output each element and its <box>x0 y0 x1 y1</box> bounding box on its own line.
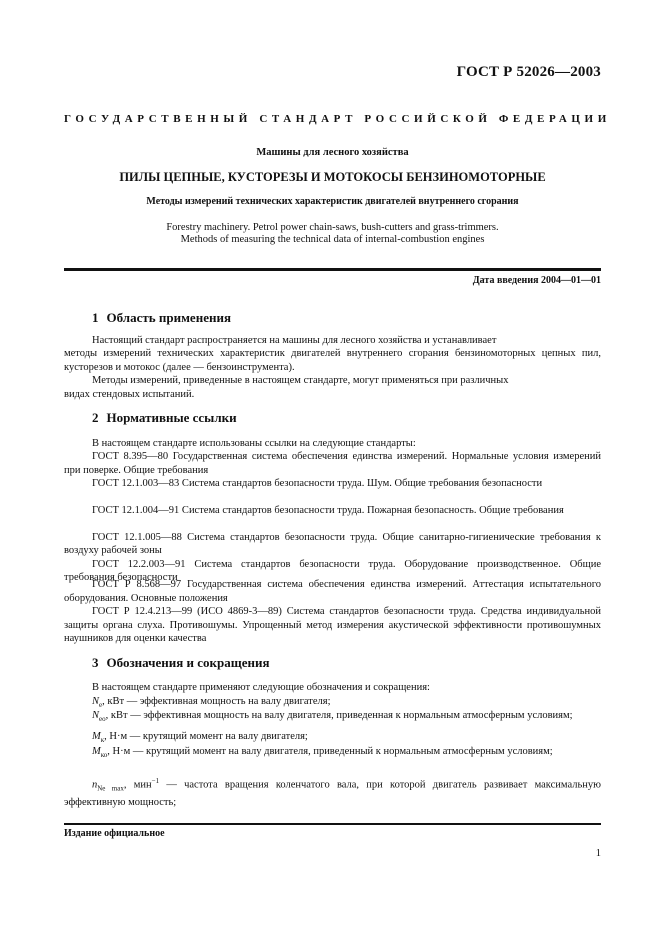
symbol-superscript: −1 <box>151 777 160 785</box>
english-title <box>64 222 601 246</box>
symbol-definition <box>64 745 601 762</box>
title-divider <box>64 268 601 271</box>
paragraph: Методы измерений, приведенные в настоящем стандарте, могут применяться при различных <box>92 375 509 387</box>
state-standard-header: ГОСУДАРСТВЕННЫЙ СТАНДАРТ РОССИЙСКОЙ ФЕДЕРАЦИИ <box>64 113 611 125</box>
section-title: Обозначения и сокращения <box>106 655 270 670</box>
paragraph: В настоящем стандарте применяют следующие обозначения и сокращения: <box>92 682 430 693</box>
reference-item: ГОСТ 12.1.005—88 Система стандартов безопасности труда. Общие санитарно-гигиенические требования к воздуху рабочей зоны <box>64 531 601 557</box>
reference-item: ГОСТ 12.2.003—91 Система стандартов безопасности труда. Оборудование производственное. Общие требования безопасности <box>64 558 601 583</box>
symbol-unit: , мин <box>123 779 152 791</box>
symbol-subscript: e <box>99 701 103 710</box>
reference-item: ГОСТ 12.1.004—91 Система стандартов безопасности труда. Пожарная безопасность. Общие требования <box>92 505 564 516</box>
subtitle: Методы измерений технических характеристик двигателей внутреннего сгорания <box>146 196 519 207</box>
page-number: 1 <box>595 848 601 859</box>
symbol-subscript: eo <box>99 715 106 724</box>
symbol: N <box>92 696 100 707</box>
symbol-description: , кВт — эффективная мощность на валу двигателя; <box>102 696 331 707</box>
symbol-subscript: ко <box>100 751 108 760</box>
section-title: Нормативные ссылки <box>106 410 237 425</box>
edition-note: Издание официальное <box>64 828 165 839</box>
section-1-heading <box>92 310 231 326</box>
paragraph-continuation: методы измерений технических характеристик двигателей внутреннего сгорания бензиномоторных цепных пил, кусторезов и мотокос (далее — бензоинструмента). <box>64 348 601 373</box>
symbol-definition <box>64 774 601 810</box>
english-title-line-2: Methods of measuring the technical data of internal-combustion engines <box>180 234 485 245</box>
section-3-heading <box>92 655 270 671</box>
symbol-definition <box>64 709 601 726</box>
paragraph: В настоящем стандарте использованы ссылки на следующие стандарты: <box>92 438 416 449</box>
section-number: 2 <box>92 410 99 425</box>
symbol: M <box>92 731 101 742</box>
reference-item: ГОСТ Р 12.4.213—99 (ИСО 4869-3—89) Система стандартов безопасности труда. Средства индивидуальной защиты органа слуха. Противошумы. Упрощенный метод измерения акустической эффективности противошумных наушников для оценки качества <box>64 606 601 644</box>
paragraph: Настоящий стандарт распространяется на машины для лесного хозяйства и устанавливает <box>92 335 497 346</box>
symbol-description: — частота вращения коленчатого вала, при которой двигатель развивает максимальную эффективную мощность; <box>64 779 601 808</box>
main-title: ПИЛЫ ЦЕПНЫЕ, КУСТОРЕЗЫ И МОТОКОСЫ БЕНЗИНОМОТОРНЫЕ <box>119 170 546 184</box>
document-designation: ГОСТ Р 52026—2003 <box>456 64 601 80</box>
section-2-heading <box>92 410 237 426</box>
reference-item: ГОСТ 12.1.003—83 Система стандартов безопасности труда. Шум. Общие требования безопасности <box>92 478 543 490</box>
symbol-subscript: Ne max <box>97 784 124 793</box>
symbol: M <box>92 746 101 757</box>
section-title: Область применения <box>106 310 231 325</box>
category-title: Машины для лесного хозяйства <box>256 147 409 158</box>
symbol-description: , Н·м — крутящий момент на валу двигателя, приведенный к нормальным атмосферным условиям; <box>107 746 553 757</box>
english-title-line-1: Forestry machinery. Petrol power chain-saws, bush-cutters and grass-trimmers. <box>166 222 499 233</box>
reference-item: ГОСТ Р 8.568—97 Государственная система обеспечения единства измерений. Аттестация испытательного оборудования. Основные положения <box>64 579 601 604</box>
introduction-date: Дата введения 2004—01—01 <box>472 275 601 286</box>
symbol: n <box>92 779 98 791</box>
reference-item: ГОСТ 8.395—80 Государственная система обеспечения единства измерений. Нормальные условия измерений при поверке. Общие требования <box>64 451 601 476</box>
symbol-description: , Н·м — крутящий момент на валу двигателя; <box>104 731 308 742</box>
footer-divider <box>64 823 601 825</box>
paragraph-continuation: видах стендовых испытаний. <box>64 388 195 400</box>
symbol: N <box>92 710 100 721</box>
section-number: 1 <box>92 310 99 325</box>
symbol-subscript: к <box>100 736 105 745</box>
symbol-description: , кВт — эффективная мощность на валу двигателя, приведенная к нормальным атмосферным условиям; <box>105 710 573 721</box>
section-number: 3 <box>92 655 99 670</box>
